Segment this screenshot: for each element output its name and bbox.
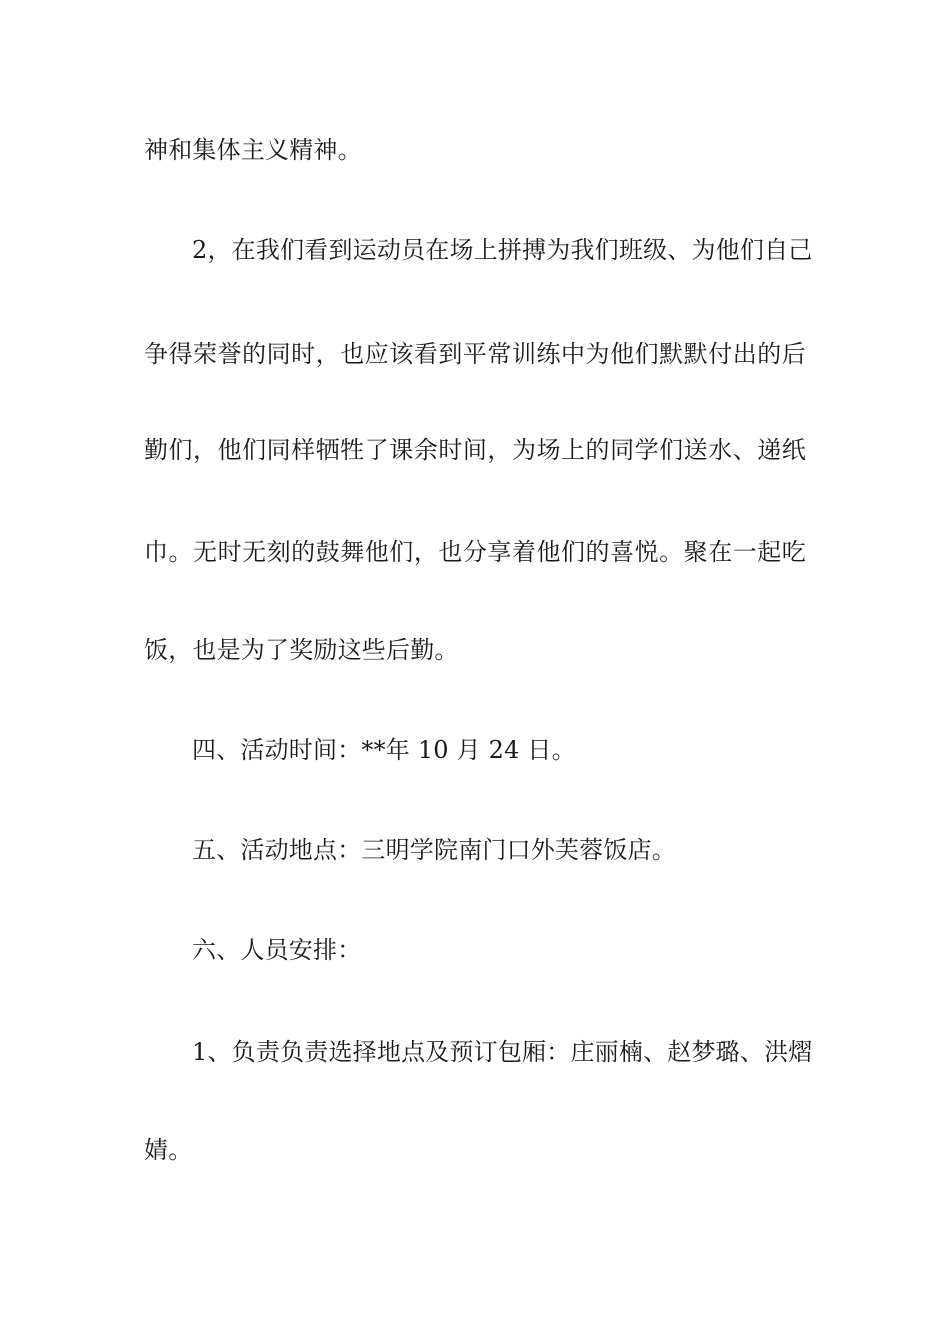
- paragraph-line: 勤们，他们同样牺牲了课余时间，为场上的同学们送水、递纸: [144, 436, 806, 464]
- paragraph-line: 饭，也是为了奖励这些后勤。: [144, 636, 459, 664]
- paragraph-line: 争得荣誉的同时，也应该看到平常训练中为他们默默付出的后: [144, 340, 806, 368]
- paragraph-line: 四、活动时间：**年 10 月 24 日。: [192, 736, 576, 764]
- paragraph-line: 婧。: [144, 1136, 193, 1164]
- paragraph-line: 六、人员安排：: [192, 936, 362, 964]
- paragraph-line: 巾。无时无刻的鼓舞他们，也分享着他们的喜悦。聚在一起吃: [144, 538, 806, 566]
- paragraph-line: 五、活动地点：三明学院南门口外芙蓉饭店。: [192, 836, 676, 864]
- paragraph-line: 1、负责负责选择地点及预订包厢：庄丽楠、赵梦璐、洪熠: [192, 1038, 813, 1066]
- paragraph-line: 神和集体主义精神。: [144, 136, 362, 164]
- paragraph-line: 2，在我们看到运动员在场上拼搏为我们班级、为他们自己: [192, 236, 813, 264]
